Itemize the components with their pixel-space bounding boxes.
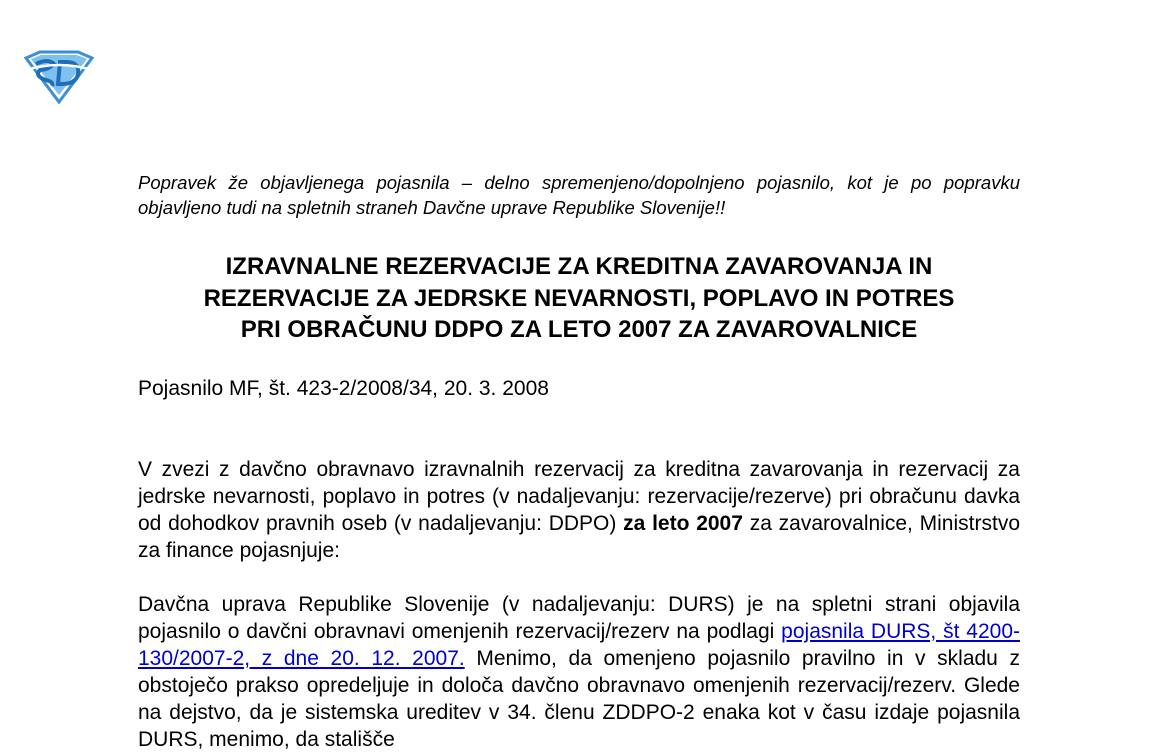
paragraph-2 (138, 591, 1020, 753)
document-title (138, 251, 1020, 346)
reference-line: Pojasnilo MF, št. 423-2/2008/34, 20. 3. 2008 (138, 377, 549, 400)
title-line-2: REZERVACIJE ZA JEDRSKE NEVARNOSTI, POPLAVO IN POTRES (203, 284, 955, 312)
correction-note: Popravek že objavljenega pojasnila – delno spremenjeno/dopolnjeno pojasnilo, kot je po popravku objavljeno tudi na spletnih straneh Davčne uprave Republike Slovenije!! (138, 172, 1020, 218)
title-line-3: PRI OBRAČUNU DDPO ZA LETO 2007 ZA ZAVAROVALNICE (240, 316, 918, 343)
paragraph-2-text: Davčna uprava Republike Slovenije (v nadaljevanju: DURS) je na spletni strani objavila pojasnilo o davčni obravnavi omenjenih rezervacij/rezerv na podlagi (138, 593, 1020, 643)
paragraph-1-text-after: za zavarovalnice, Ministrstvo za finance pojasnjuje: (138, 512, 1020, 562)
paragraph-1-bold: za leto 2007 (623, 512, 743, 535)
title-line-1: IZRAVNALNE REZERVACIJE ZA KREDITNA ZAVAROVANJA IN (225, 253, 933, 280)
organization-logo (22, 50, 96, 104)
paragraph-1-text: V zvezi z davčno obravnavo izravnalnih rezervacij za kreditna zavarovanja in rezervacij za jedrske nevarnosti, poplavo in potres (v nadaljevanju: rezervacije/rezerve) pri obračunu davka od dohodkov pravnih oseb (v nadaljevanju: DDPO) (138, 458, 1020, 535)
durs-explanation-link[interactable]: pojasnila DURS, št 4200-130/2007-2, z dne 20. 12. 2007. (138, 620, 1020, 670)
paragraph-1 (138, 456, 1020, 564)
paragraph-2-text-after: Menimo, da omenjeno pojasnilo pravilno in v skladu z obstoječo prakso opredeljuje in določa davčno obravnavo omenjenih rezervacij/rezerv. Glede na dejstvo, da je sistemska ureditev v 34. členu ZDDPO-2 enaka kot v času izdaje pojasnila DURS, menimo, da stališče (138, 647, 1020, 751)
